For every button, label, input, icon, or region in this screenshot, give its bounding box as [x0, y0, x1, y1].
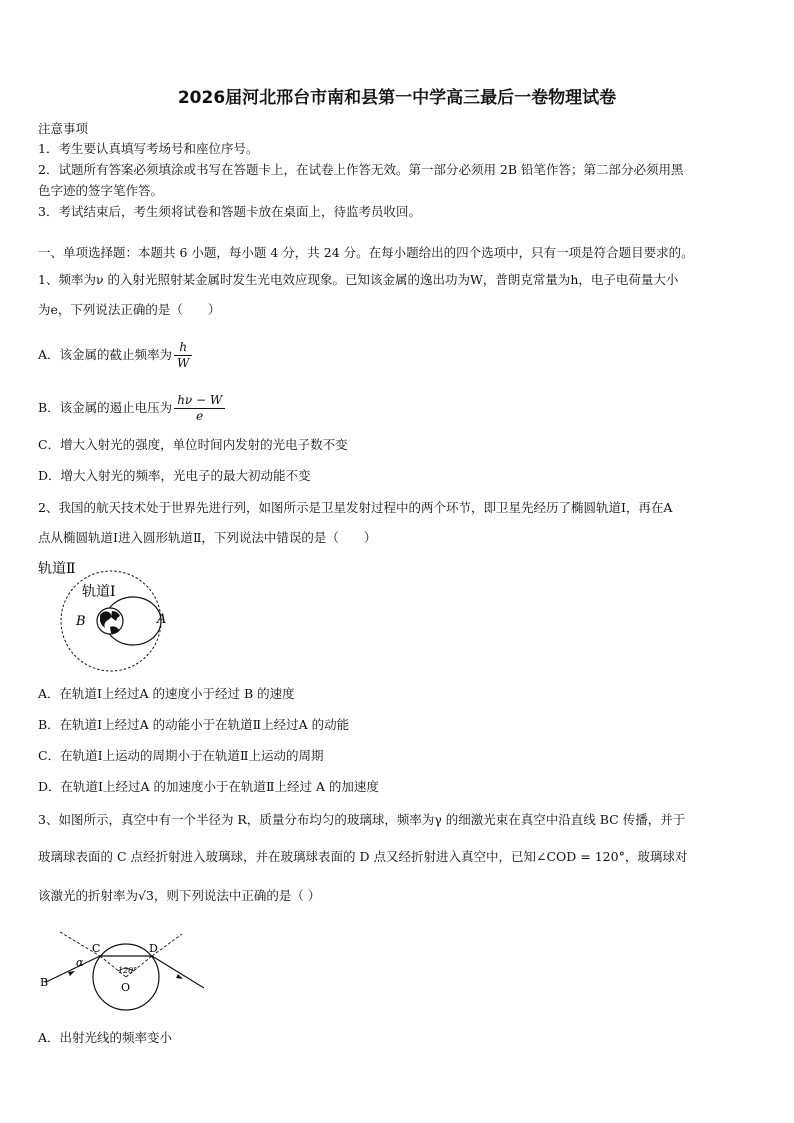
point-o-label: O: [121, 981, 131, 994]
orbit-diagram: [38, 557, 178, 673]
point-a-label: A: [157, 612, 167, 627]
emergent-ray: [152, 956, 204, 988]
section-heading: 一、单项选择题：本题共 6 小题，每小题 4 分，共 24 分。在每小题给出的四个选项中，只有一项是符合题目要求的。: [38, 245, 694, 260]
q3-stem-line1: 3、如图所示，真空中有一个半径为 R，质量分布均匀的玻璃球，频率为γ 的细激光束在真空中沿直线 BC 传播，并于: [38, 812, 686, 827]
q1-option-b-text: B．该金属的遏止电压为: [38, 400, 173, 415]
q3-stem-line2: 玻璃球表面的 C 点经折射进入玻璃球，并在玻璃球表面的 D 点又经折射进入真空中，已知∠COD = 120°，玻璃球对: [38, 849, 688, 864]
q2-option-b: B．在轨道Ⅰ上经过A 的动能小于在轨道Ⅱ上经过A 的动能: [38, 717, 350, 732]
q1-stem-line1: 1、频率为ν 的入射光照射某金属时发生光电效应现象。已知该金属的逸出功为W，普朗克常量为h，电子电荷量大小: [38, 272, 679, 287]
q1-option-b-fraction: [174, 394, 225, 423]
incident-arrow-icon: [68, 971, 75, 976]
fraction-denominator: W: [177, 356, 190, 370]
q2-option-d: D．在轨道Ⅰ上经过A 的加速度小于在轨道Ⅱ上经过 A 的加速度: [38, 779, 379, 794]
orbit-i-label: 轨道Ⅰ: [82, 584, 116, 600]
earth-icon: [97, 608, 123, 634]
incident-ray: [46, 956, 100, 982]
fraction-numerator: hν − W: [174, 394, 225, 409]
q3-option-a: A．出射光线的频率变小: [38, 1030, 173, 1045]
q2-stem-line2: 点从椭圆轨道Ⅰ进入圆形轨道Ⅱ，下列说法中错误的是（ ）: [38, 530, 377, 545]
page-title: 2026届河北邢台市南和县第一中学高三最后一卷物理试卷: [177, 88, 617, 108]
point-b-label: B: [76, 614, 86, 629]
q1-option-a-text: A．该金属的截止频率为: [38, 347, 173, 362]
orbit-ii-label: 轨道Ⅱ: [38, 561, 76, 577]
point-c-label: C: [92, 942, 101, 955]
q2-option-a: A．在轨道Ⅰ上经过A 的速度小于经过 B 的速度: [38, 686, 295, 701]
notice-item: 色字迹的签字笔作答。: [38, 183, 164, 198]
point-d-label: D: [149, 942, 158, 955]
q2-stem-line1: 2、我国的航天技术处于世界先进行列，如图所示是卫星发射过程中的两个环节，即卫星先经历了椭圆轨道Ⅰ，再在A: [38, 500, 673, 515]
alpha-label: α: [76, 956, 84, 969]
notice-heading: 注意事项: [38, 121, 89, 136]
fraction-numerator: h: [174, 341, 192, 356]
q1-option-d: D．增大入射光的频率，光电子的最大初动能不变: [38, 468, 311, 483]
q1-option-a-fraction: [174, 341, 192, 370]
q1-option-a: [38, 340, 192, 370]
angle-label: 120°: [118, 966, 138, 975]
q1-option-b: [38, 393, 225, 423]
q2-option-c: C．在轨道Ⅰ上运动的周期小于在轨道Ⅱ上运动的周期: [38, 748, 324, 763]
q1-stem-line2: 为e，下列说法正确的是（ ）: [38, 302, 221, 317]
glass-sphere-diagram: [38, 928, 208, 1018]
q3-stem-line3: 该激光的折射率为√3，则下列说法中正确的是（ ）: [38, 888, 321, 903]
fraction-denominator: e: [196, 409, 204, 423]
notice-item: 2．试题所有答案必须填涂或书写在答题卡上，在试卷上作答无效。第一部分必须用 2B 铅笔作答；第二部分必须用黑: [38, 162, 684, 177]
notice-item: 3．考试结束后，考生须将试卷和答题卡放在桌面上，待监考员收回。: [38, 204, 421, 219]
q1-option-c: C．增大入射光的强度，单位时间内发射的光电子数不变: [38, 437, 348, 452]
notice-item: 1．考生要认真填写考场号和座位序号。: [38, 141, 259, 156]
point-b-label: B: [40, 976, 49, 989]
